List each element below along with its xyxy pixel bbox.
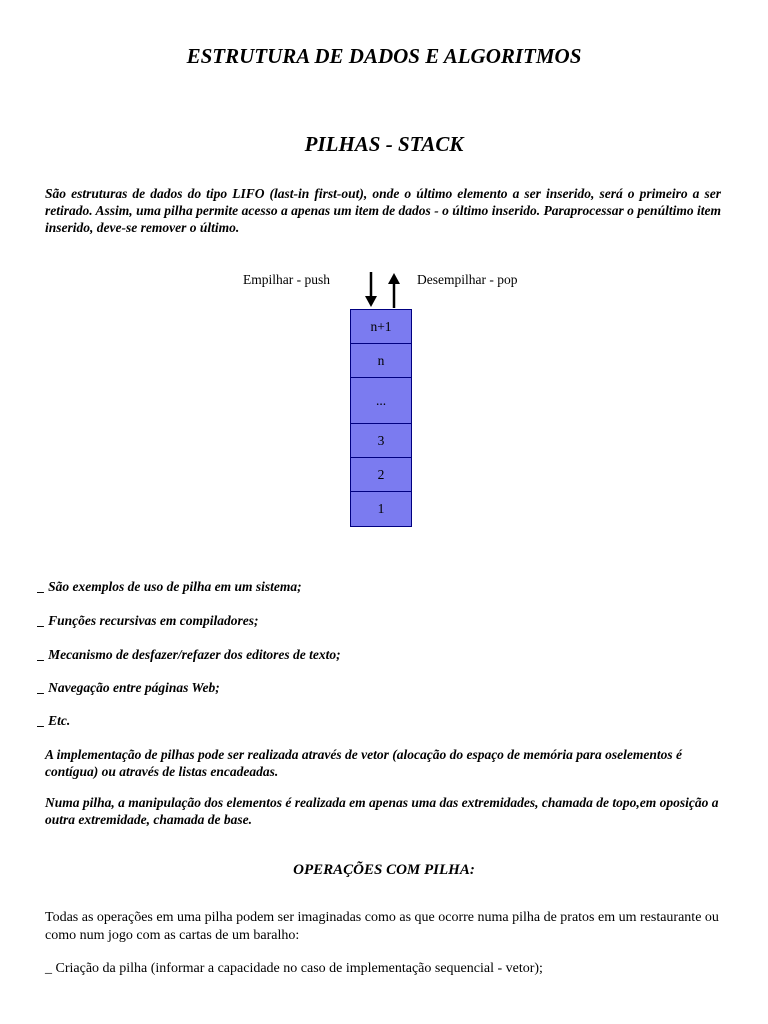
document-title: ESTRUTURA DE DADOS E ALGORITMOS — [186, 44, 582, 68]
bullet-item: _ Funções recursivas em compiladores; — [38, 613, 259, 628]
stack-cell: 2 — [351, 458, 411, 492]
section-title: OPERAÇÕES COM PILHA: — [293, 862, 475, 878]
stack-cell: 1 — [377, 501, 385, 516]
stack-cell: 3 — [351, 424, 411, 458]
push-pop-arrows — [360, 270, 410, 310]
push-label: Empilhar - push — [243, 272, 330, 287]
intro-paragraph: São estruturas de dados do tipo LIFO (last-in first-out), onde o último elemento a ser inserido, será o primeiro a ser retirado. Assim, uma pilha permite acesso a apenas um item de dados - o último inserido. Paraprocessar o penúltimo item inserido, deve-se remover o último. — [45, 186, 721, 235]
bullet-item: _ Mecanismo de desfazer/refazer dos editores de texto; — [38, 647, 341, 662]
pop-arrow-icon — [388, 273, 400, 308]
stack-cell: ... — [351, 378, 411, 424]
bullet-item: _ Etc. — [38, 713, 71, 728]
stack-cell: n — [351, 344, 411, 378]
document-subtitle: PILHAS - STACK — [304, 132, 464, 156]
stack-cell: n+1 — [351, 310, 411, 344]
bullet-item: _ São exemplos de uso de pilha em um sistema; — [38, 579, 302, 594]
stack-diagram — [350, 309, 412, 527]
operation-item: _ Criação da pilha (informar a capacidade no caso de implementação sequencial - vetor); — [45, 961, 543, 976]
push-arrow-icon — [365, 272, 377, 307]
operations-intro: Todas as operações em uma pilha podem ser imaginadas como as que ocorre numa pilha de pratos em um restaurante ou como num jogo com as cartas de um baralho: — [45, 910, 719, 943]
implementation-paragraph: A implementação de pilhas pode ser realizada através de vetor (alocação do espaço de memória para oselementos é contígua) ou através de listas encadeadas. — [45, 747, 683, 779]
pop-label: Desempilhar - pop — [417, 272, 518, 287]
bullet-item: _ Navegação entre páginas Web; — [38, 680, 220, 695]
manipulation-paragraph: Numa pilha, a manipulação dos elementos é realizada em apenas uma das extremidades, chamada de topo,em oposição a outra extremidade, chamada de base. — [45, 795, 719, 827]
